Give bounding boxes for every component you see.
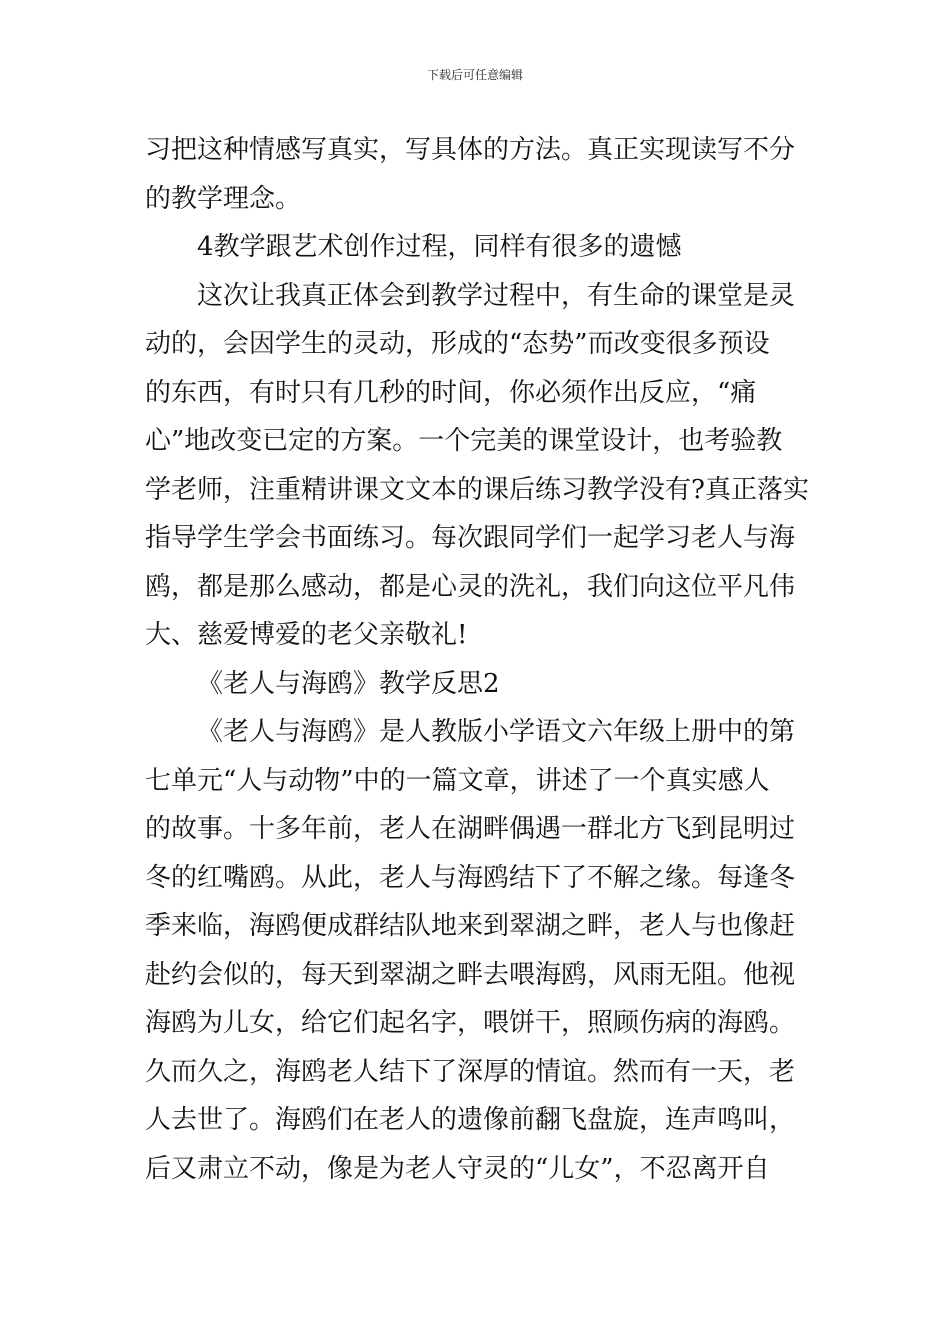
text-line: 久而久之，海鸥老人结下了深厚的情谊。然而有一天，老 (145, 1056, 796, 1087)
text-line: 海鸥为儿女，给它们起名字，喂饼干，照顾伤病的海鸥。 (145, 1008, 796, 1038)
text-line: 大、慈爱博爱的老父亲敬礼! (145, 620, 468, 650)
text-line: 的故事。十多年前，老人在湖畔偶遇一群北方飞到昆明过 (145, 814, 796, 844)
text-line: 冬的红嘴鸥。从此，老人与海鸥结下了不解之缘。每逢冬 (145, 862, 796, 893)
text-line: 鸥，都是那么感动，都是心灵的洗礼，我们向这位平凡伟 (145, 571, 796, 602)
text-line: 七单元“人与动物”中的一篇文章，讲述了一个真实感人 (145, 765, 770, 796)
text-line: 学老师，注重精讲课文文本的课后练习教学没有?真正落实 (145, 474, 809, 505)
text-line: 《老人与海鸥》是人教版小学语文六年级上册中的第 (197, 717, 796, 747)
section-heading: 《老人与海鸥》教学反思2 (197, 668, 500, 699)
text-line: 赴约会似的，每天到翠湖之畔去喂海鸥，风雨无阻。他视 (145, 959, 796, 990)
document-body (145, 126, 810, 1193)
text-line: 后又肃立不动，像是为老人守灵的“儿女”，不忍离开自 (145, 1153, 770, 1184)
text-line: 季来临，海鸥便成群结队地来到翠湖之畔，老人与也像赶 (145, 911, 796, 941)
text-line: 这次让我真正体会到教学过程中，有生命的课堂是灵 (197, 280, 796, 311)
text-line: 指导学生学会书面练习。每次跟同学们一起学习老人与海 (145, 523, 796, 553)
text-line: 的教学理念。 (145, 183, 302, 214)
text-line: 4教学跟艺术创作过程，同样有很多的遗憾 (197, 232, 682, 262)
header-note: 下载后可任意编辑 (426, 68, 523, 82)
text-line: 人去世了。海鸥们在老人的遗像前翻飞盘旋，连声鸣叫， (145, 1105, 796, 1135)
text-line: 动的，会因学生的灵动，形成的“态势”而改变很多预设 (145, 329, 770, 359)
text-line: 心”地改变已定的方案。一个完美的课堂设计，也考验教 (145, 426, 783, 456)
text-line: 的东西，有时只有几秒的时间，你必须作出反应，“痛 (145, 377, 757, 408)
text-line: 习把这种情感写真实，写具体的方法。真正实现读写不分 (145, 135, 796, 165)
